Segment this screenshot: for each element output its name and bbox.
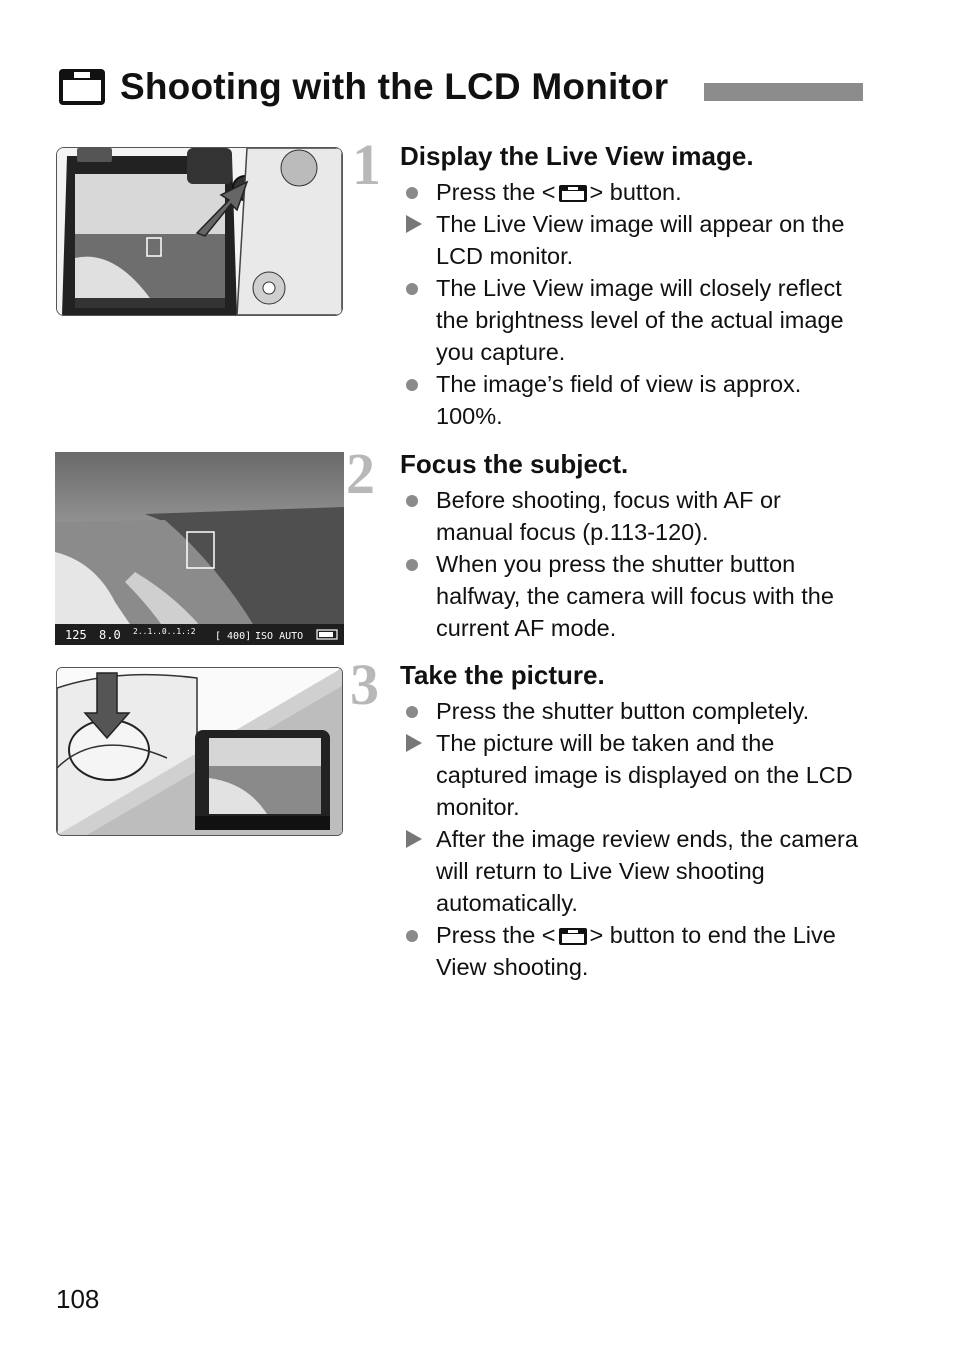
list-item: Press the < > button to end the Live View shooting. bbox=[404, 919, 864, 983]
bullet-dot-icon bbox=[404, 484, 428, 516]
step-title-1: Display the Live View image. bbox=[400, 141, 754, 171]
title-rule bbox=[704, 83, 863, 101]
result-arrow-icon bbox=[404, 823, 428, 855]
result-arrow-icon bbox=[404, 208, 428, 240]
live-view-screen-illustration bbox=[55, 452, 344, 645]
list-item: The picture will be taken and the captured image is displayed on the LCD monitor. bbox=[404, 727, 864, 823]
page-title-row bbox=[58, 66, 668, 108]
shutter-readout: 125 bbox=[65, 628, 87, 642]
step-3-bullets bbox=[404, 695, 864, 983]
iso-readout: ISO AUTO bbox=[255, 631, 304, 642]
shutter-press-illustration bbox=[56, 667, 343, 836]
list-item: The Live View image will closely reflect the brightness level of the actual image you capture. bbox=[404, 272, 864, 368]
step-number-2: 2 bbox=[346, 441, 375, 506]
list-item: Before shooting, focus with AF or manual focus (p.113-120). bbox=[404, 484, 864, 548]
step-number-3: 3 bbox=[350, 652, 379, 717]
page-title: Shooting with the LCD Monitor bbox=[120, 66, 669, 107]
camera-back-illustration bbox=[56, 147, 343, 316]
step-title-2: Focus the subject. bbox=[400, 449, 629, 479]
list-item: Press the shutter button completely. bbox=[404, 695, 864, 727]
page-number: 108 bbox=[56, 1284, 100, 1314]
live-view-camera-icon bbox=[58, 68, 106, 106]
list-item: When you press the shutter button halfway, the camera will focus with the current AF mode. bbox=[404, 548, 864, 644]
step-number-1: 1 bbox=[352, 132, 381, 197]
list-item: The Live View image will appear on the LCD monitor. bbox=[404, 208, 864, 272]
aperture-readout: 8.0 bbox=[99, 628, 121, 642]
bullet-dot-icon bbox=[404, 548, 428, 580]
live-view-camera-icon bbox=[558, 926, 588, 946]
step-2-bullets bbox=[404, 484, 864, 644]
step-1-bullets bbox=[404, 176, 864, 432]
live-view-camera-icon bbox=[558, 183, 588, 203]
bullet-dot-icon bbox=[404, 272, 428, 304]
bullet-dot-icon bbox=[404, 176, 428, 208]
bullet-dot-icon bbox=[404, 695, 428, 727]
result-arrow-icon bbox=[404, 727, 428, 759]
shots-remaining: [ 400] bbox=[215, 631, 252, 642]
list-item: After the image review ends, the camera will return to Live View shooting automatically. bbox=[404, 823, 864, 919]
bullet-dot-icon bbox=[404, 368, 428, 400]
list-item: The image’s field of view is approx. 100%. bbox=[404, 368, 864, 432]
step-title-3: Take the picture. bbox=[400, 660, 605, 690]
list-item: Press the < > button. bbox=[404, 176, 864, 208]
bullet-dot-icon bbox=[404, 919, 428, 951]
exposure-scale: 2..1..0..1.:2 bbox=[133, 627, 196, 636]
